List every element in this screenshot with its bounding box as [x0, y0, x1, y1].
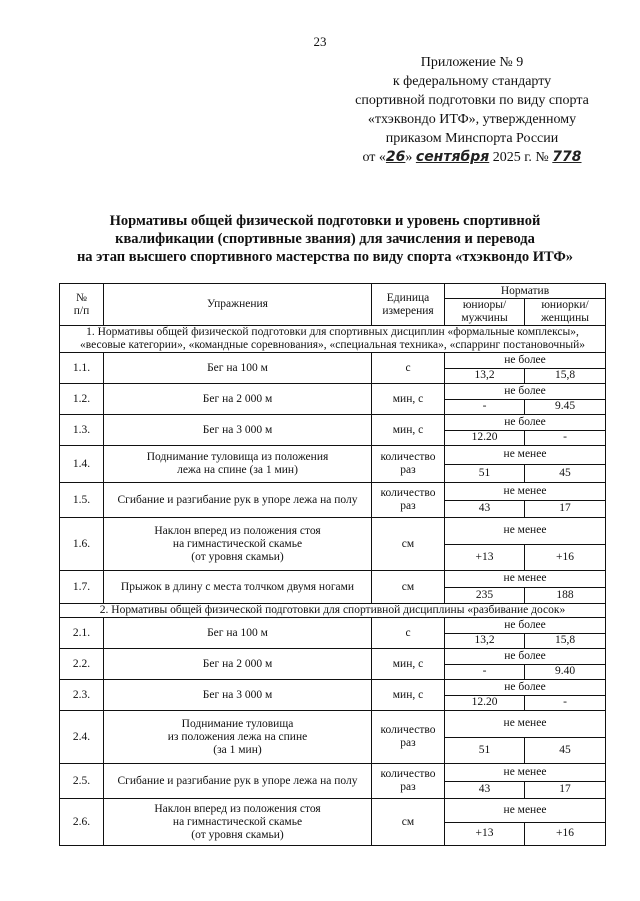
row-value-women: +16 — [525, 822, 606, 846]
header-women: юниорки/ женщины — [525, 299, 606, 326]
order-date-line: от «26» сентября 2025 г. № 778 — [362, 149, 582, 165]
row-unit: см — [372, 518, 445, 571]
row-unit: мин, с — [372, 649, 445, 680]
row-value-men: - — [445, 399, 525, 415]
row-value-men: +13 — [445, 544, 525, 571]
row-unit: мин, с — [372, 680, 445, 711]
row-number: 1.1. — [60, 353, 104, 384]
row-value-women: - — [525, 695, 606, 711]
row-value-men: +13 — [445, 822, 525, 846]
row-exercise: Наклон вперед из положения стоя на гимнастической скамье (от уровня скамьи) — [104, 799, 372, 846]
row-exercise: Бег на 100 м — [104, 353, 372, 384]
row-exercise: Бег на 2 000 м — [104, 649, 372, 680]
row-unit: количество раз — [372, 711, 445, 764]
row-value-women: 17 — [525, 500, 606, 518]
appendix-header — [342, 53, 602, 167]
row-value-men: 43 — [445, 500, 525, 518]
table-row — [60, 415, 606, 431]
row-exercise: Бег на 3 000 м — [104, 680, 372, 711]
page-number: 23 — [313, 34, 327, 49]
row-unit: см — [372, 571, 445, 604]
row-condition: не более — [445, 353, 606, 369]
table-row — [60, 446, 606, 465]
row-unit: мин, с — [372, 415, 445, 446]
row-condition: не более — [445, 680, 606, 696]
row-condition: не более — [445, 649, 606, 665]
row-number: 2.1. — [60, 618, 104, 649]
appendix-line: Приложение № 9 — [420, 55, 524, 70]
row-value-women: - — [525, 430, 606, 446]
table-row — [60, 764, 606, 782]
row-unit: количество раз — [372, 483, 445, 518]
row-value-women: 9.45 — [525, 399, 606, 415]
row-value-men: - — [445, 664, 525, 680]
row-value-women: 15,8 — [525, 633, 606, 649]
appendix-line: спортивной подготовки по виду спорта — [355, 93, 589, 108]
row-value-men: 51 — [445, 464, 525, 483]
row-exercise: Сгибание и разгибание рук в упоре лежа на полу — [104, 483, 372, 518]
row-condition: не менее — [445, 483, 606, 501]
row-condition: не менее — [445, 446, 606, 465]
table-row — [60, 571, 606, 588]
table-row — [60, 384, 606, 400]
row-value-men: 12.20 — [445, 430, 525, 446]
row-value-women: 17 — [525, 781, 606, 799]
row-value-women: 45 — [525, 464, 606, 483]
row-value-women: +16 — [525, 544, 606, 571]
row-exercise: Прыжок в длину с места толчком двумя ногами — [104, 571, 372, 604]
row-condition: не более — [445, 618, 606, 634]
table-row — [60, 483, 606, 501]
row-number: 1.5. — [60, 483, 104, 518]
row-unit: количество раз — [372, 764, 445, 799]
header-unit: Единица измерения — [372, 284, 445, 326]
row-exercise: Наклон вперед из положения стоя на гимнастической скамье (от уровня скамьи) — [104, 518, 372, 571]
row-exercise: Бег на 100 м — [104, 618, 372, 649]
appendix-line: приказом Минспорта России — [385, 131, 559, 146]
row-value-men: 13,2 — [445, 368, 525, 384]
appendix-line: «тхэквондо ИТФ», утвержденному — [367, 112, 577, 127]
row-number: 2.3. — [60, 680, 104, 711]
row-unit: с — [372, 618, 445, 649]
row-value-men: 13,2 — [445, 633, 525, 649]
section-title: 1. Нормативы общей физической подготовки для спортивных дисциплин «формальные комплексы», «весовые категории», «командные соревнования», «специальная техника», «спарринг постановочный» — [60, 326, 606, 353]
row-condition: не более — [445, 384, 606, 400]
row-condition: не менее — [445, 799, 606, 823]
header-men: юниоры/ мужчины — [445, 299, 525, 326]
row-condition: не менее — [445, 518, 606, 545]
table-row — [60, 680, 606, 696]
row-exercise: Бег на 3 000 м — [104, 415, 372, 446]
row-exercise: Поднимание туловища из положения лежа на спине (за 1 мин) — [104, 711, 372, 764]
row-condition: не менее — [445, 571, 606, 588]
section-row — [60, 604, 606, 618]
section-row — [60, 326, 606, 353]
row-condition: не менее — [445, 711, 606, 738]
row-number: 1.2. — [60, 384, 104, 415]
row-number: 2.5. — [60, 764, 104, 799]
row-unit: количество раз — [372, 446, 445, 483]
header-norm: Норматив — [445, 284, 606, 299]
row-number: 2.6. — [60, 799, 104, 846]
table-row — [60, 353, 606, 369]
row-number: 1.4. — [60, 446, 104, 483]
row-condition: не более — [445, 415, 606, 431]
row-unit: мин, с — [372, 384, 445, 415]
table-row — [60, 799, 606, 823]
row-number: 1.7. — [60, 571, 104, 604]
row-value-women: 188 — [525, 587, 606, 604]
handwritten-order-number: 778 — [552, 149, 582, 165]
row-value-women: 9.40 — [525, 664, 606, 680]
row-value-women: 45 — [525, 737, 606, 764]
table-row — [60, 518, 606, 545]
row-unit: см — [372, 799, 445, 846]
document-title: Нормативы общей физической подготовки и уровень спортивной квалификации (спортивные звания) для зачисления и перевода на этап высшего спортивного мастерства по виду спорта «тхэквондо ИТФ» — [76, 213, 574, 265]
row-exercise: Поднимание туловища из положения лежа на спине (за 1 мин) — [104, 446, 372, 483]
header-num: № п/п — [60, 284, 104, 326]
row-condition: не менее — [445, 764, 606, 782]
table-header-row — [60, 284, 606, 299]
row-value-women: 15,8 — [525, 368, 606, 384]
row-value-men: 12.20 — [445, 695, 525, 711]
row-number: 2.2. — [60, 649, 104, 680]
row-value-men: 43 — [445, 781, 525, 799]
row-number: 1.3. — [60, 415, 104, 446]
header-exercise: Упражнения — [104, 284, 372, 326]
row-number: 2.4. — [60, 711, 104, 764]
row-number: 1.6. — [60, 518, 104, 571]
table-row — [60, 649, 606, 665]
row-unit: с — [372, 353, 445, 384]
row-exercise: Сгибание и разгибание рук в упоре лежа на полу — [104, 764, 372, 799]
row-value-men: 235 — [445, 587, 525, 604]
row-exercise: Бег на 2 000 м — [104, 384, 372, 415]
handwritten-month: сентября — [415, 149, 490, 165]
table-row — [60, 711, 606, 738]
row-value-men: 51 — [445, 737, 525, 764]
appendix-line: к федеральному стандарту — [392, 74, 552, 89]
table-row — [60, 618, 606, 634]
handwritten-day: 26 — [385, 149, 406, 165]
norms-table — [59, 283, 606, 846]
section-title: 2. Нормативы общей физической подготовки для спортивной дисциплины «разбивание досок» — [60, 604, 606, 618]
